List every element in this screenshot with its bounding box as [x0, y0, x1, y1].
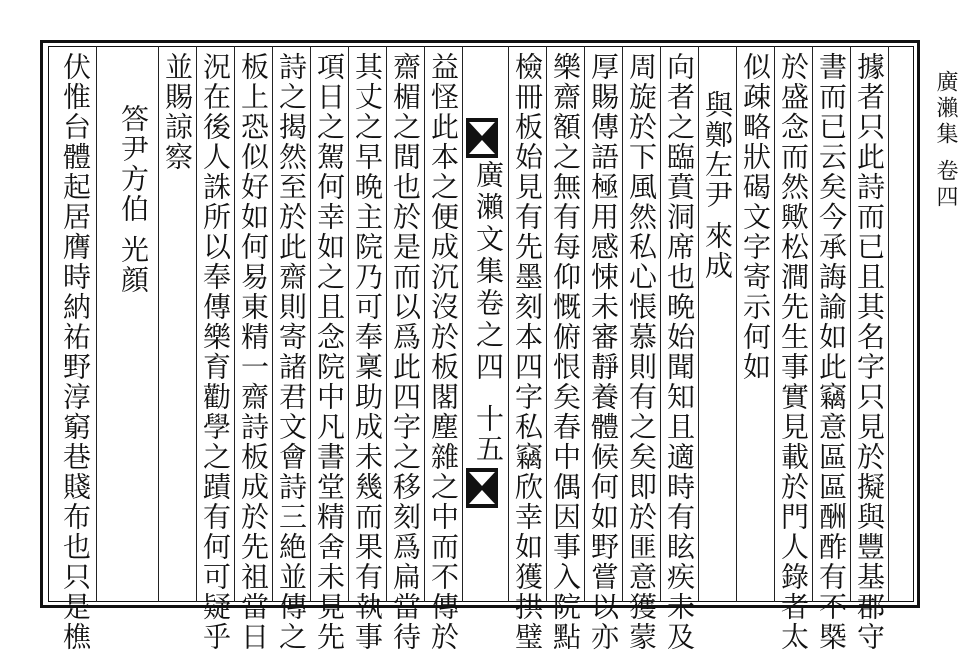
- text-column: 樂齋額之無有每仰慨俯恨矣春中偶因事入院點: [549, 52, 582, 652]
- text-column: 書而已云矣今承誨諭如此竊意區區酬酢有不槩: [815, 52, 848, 652]
- text-column: 據者只此詩而已且其名字只見於擬與豐基郡守: [853, 52, 886, 652]
- column-rule: [310, 46, 311, 602]
- column-rule: [812, 46, 813, 602]
- column-rule: [196, 46, 197, 602]
- column-rule: [424, 46, 425, 602]
- side-title: 廣瀨集 卷四: [933, 70, 958, 211]
- column-rule: [272, 46, 273, 602]
- column-rule: [158, 46, 159, 602]
- column-rule: [386, 46, 387, 602]
- text-column: 益怪此本之便成沉沒於板閣塵雜之中而不傳於: [427, 52, 460, 652]
- fish-tail-mark-bottom: [466, 468, 498, 508]
- text-column: 伏惟台體起居膺時納祐野淳窮巷賤布也只是樵: [59, 52, 92, 652]
- text-column: 於盛念而然歟松澗先生事實見載於門人錄者太: [777, 52, 810, 652]
- column-rule: [736, 46, 737, 602]
- column-rule: [546, 46, 547, 602]
- text-column: 並賜諒察: [161, 52, 194, 172]
- column-rule: [508, 46, 509, 602]
- letter-heading: 與鄭左尹 來成: [701, 90, 734, 281]
- text-column: 向者之臨賁洞席也晩始聞知且適時有眩疾未及: [663, 52, 696, 652]
- column-rule: [96, 46, 97, 602]
- text-column: 詩之揭然至於此齋則寄諸君文會詩三絶並傳之: [275, 52, 308, 652]
- text-column: 其丈之早晩主院乃可奉稟助成未幾而果有執事: [351, 52, 384, 652]
- column-rule: [888, 46, 889, 602]
- column-rule: [698, 46, 699, 602]
- column-rule: [850, 46, 851, 602]
- text-column: 檢冊板始見有先墨刻本四字私竊欣幸如獲拱璧: [511, 52, 544, 652]
- column-rule: [348, 46, 349, 602]
- text-column: 似疎略狀碣文字寄示何如: [739, 52, 772, 382]
- column-rule: [774, 46, 775, 602]
- text-column: 項日之駕何幸如之且念院中凡書堂精舍未見先: [313, 52, 346, 652]
- column-rule: [234, 46, 235, 602]
- text-column: 況在後人誅所以奉傳樂育勸學之蹟有何可疑乎: [199, 52, 232, 652]
- center-page-number: 十五: [472, 404, 505, 464]
- column-rule: [584, 46, 585, 602]
- column-rule: [622, 46, 623, 602]
- text-column: 板上恐似好如何易東精一齋詩板成於先祖當日: [237, 52, 270, 652]
- text-column: 齋楣之間也於是而以爲此四字之移刻爲扁當待: [389, 52, 422, 652]
- fish-tail-mark-top: [466, 118, 498, 158]
- center-title: 廣瀨文集卷之四: [472, 160, 505, 384]
- letter-heading: 答尹方伯 光顔: [117, 104, 150, 295]
- column-rule: [660, 46, 661, 602]
- text-column: 周旋於下風然私心悵慕則有之矣即於匪意獲蒙: [625, 52, 658, 652]
- text-column: 厚賜傳語極用感悚未審靜養體候何如野嘗以亦: [587, 52, 620, 652]
